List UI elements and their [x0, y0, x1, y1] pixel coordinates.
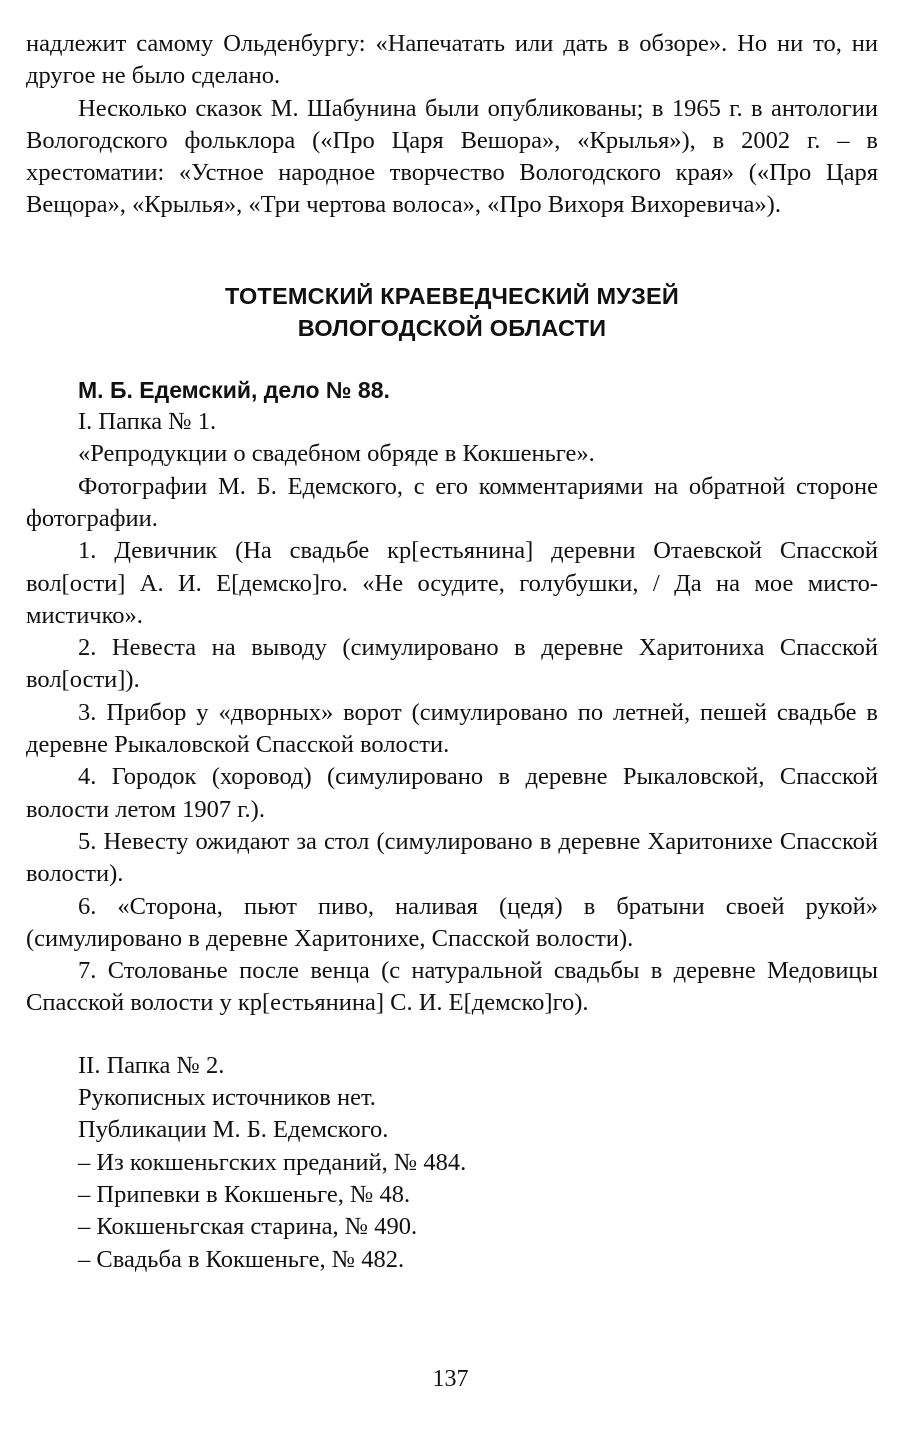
folder-1-description: Фотографии М. Б. Едемского, с его комментариями на обратной стороне фотографии. — [26, 472, 878, 532]
page-number: 137 — [432, 1366, 469, 1392]
folder-2-title: II. Папка № 2. — [78, 1051, 225, 1079]
list-item: 6. «Сторона, пьют пиво, наливая (цедя) в братыни своей рукой» (симулировано в деревне Харитонихе, Спасской волости). — [26, 892, 878, 952]
case-title: М. Б. Едемский, дело № 88. — [78, 376, 390, 403]
list-item: 1. Девичник (На свадьбе кр[естьянина] деревни Отаевской Спасской вол[ости] А. И. Е[демско]го. «Не осудите, голубушки, / Да на мое мисто-мистичко». — [26, 537, 878, 629]
publication-item: – Кокшеньгская старина, № 490. — [78, 1213, 418, 1241]
section-heading-line-1: ТОТЕМСКИЙ КРАЕВЕДЧЕСКИЙ МУЗЕЙ — [224, 282, 680, 309]
section-heading-line-2: ВОЛОГОДСКОЙ ОБЛАСТИ — [297, 314, 607, 341]
publication-item: – Свадьба в Кокшеньге, № 482. — [78, 1245, 405, 1273]
publications-title: Публикации М. Б. Едемского. — [78, 1116, 389, 1144]
publication-item: – Припевки в Кокшеньге, № 48. — [78, 1180, 411, 1208]
folder-1-name: «Репродукции о свадебном обряде в Кокшеньге». — [78, 440, 595, 468]
intro-paragraph-2: Несколько сказок М. Шабунина были опубликованы; в 1965 г. в антологии Вологодского фольклора («Про Царя Вешора», «Крылья»), в 2002 г. – в хрестоматии: «Устное народное творчество Вологодского края» («Про Царя Вещора», «Крылья», «Три чертова волоса», «Про Вихоря Вихоревича»). — [26, 94, 878, 219]
list-item: 2. Невеста на выводу (симулировано в деревне Харитониха Спасской вол[ости]). — [26, 634, 878, 694]
list-item: 7. Столованье после венца (с натуральной свадьбы в деревне Медовицы Спасской волости у кр[естьянина] С. И. Е[демско]го). — [26, 957, 878, 1017]
list-item: 5. Невесту ожидают за стол (симулировано в деревне Харитонихе Спасской волости). — [26, 827, 878, 888]
publication-item: – Из кокшеньгских преданий, № 484. — [78, 1148, 467, 1176]
list-item: 3. Прибор у «дворных» ворот (симулировано по летней, пешей свадьбе в деревне Рыкаловской Спасской волости. — [26, 698, 878, 759]
page-body — [26, 28, 878, 1276]
folder-2-note: Рукописных источников нет. — [78, 1084, 376, 1112]
folder-1-title: I. Папка № 1. — [78, 408, 217, 436]
intro-paragraph-1: надлежит самому Ольденбургу: «Напечатать или дать в обзоре». Но ни то, ни другое не было сделано. — [26, 30, 878, 90]
list-item: 4. Городок (хоровод) (симулировано в деревне Рыкаловской, Спасской волости летом 1907 г.). — [26, 763, 878, 823]
